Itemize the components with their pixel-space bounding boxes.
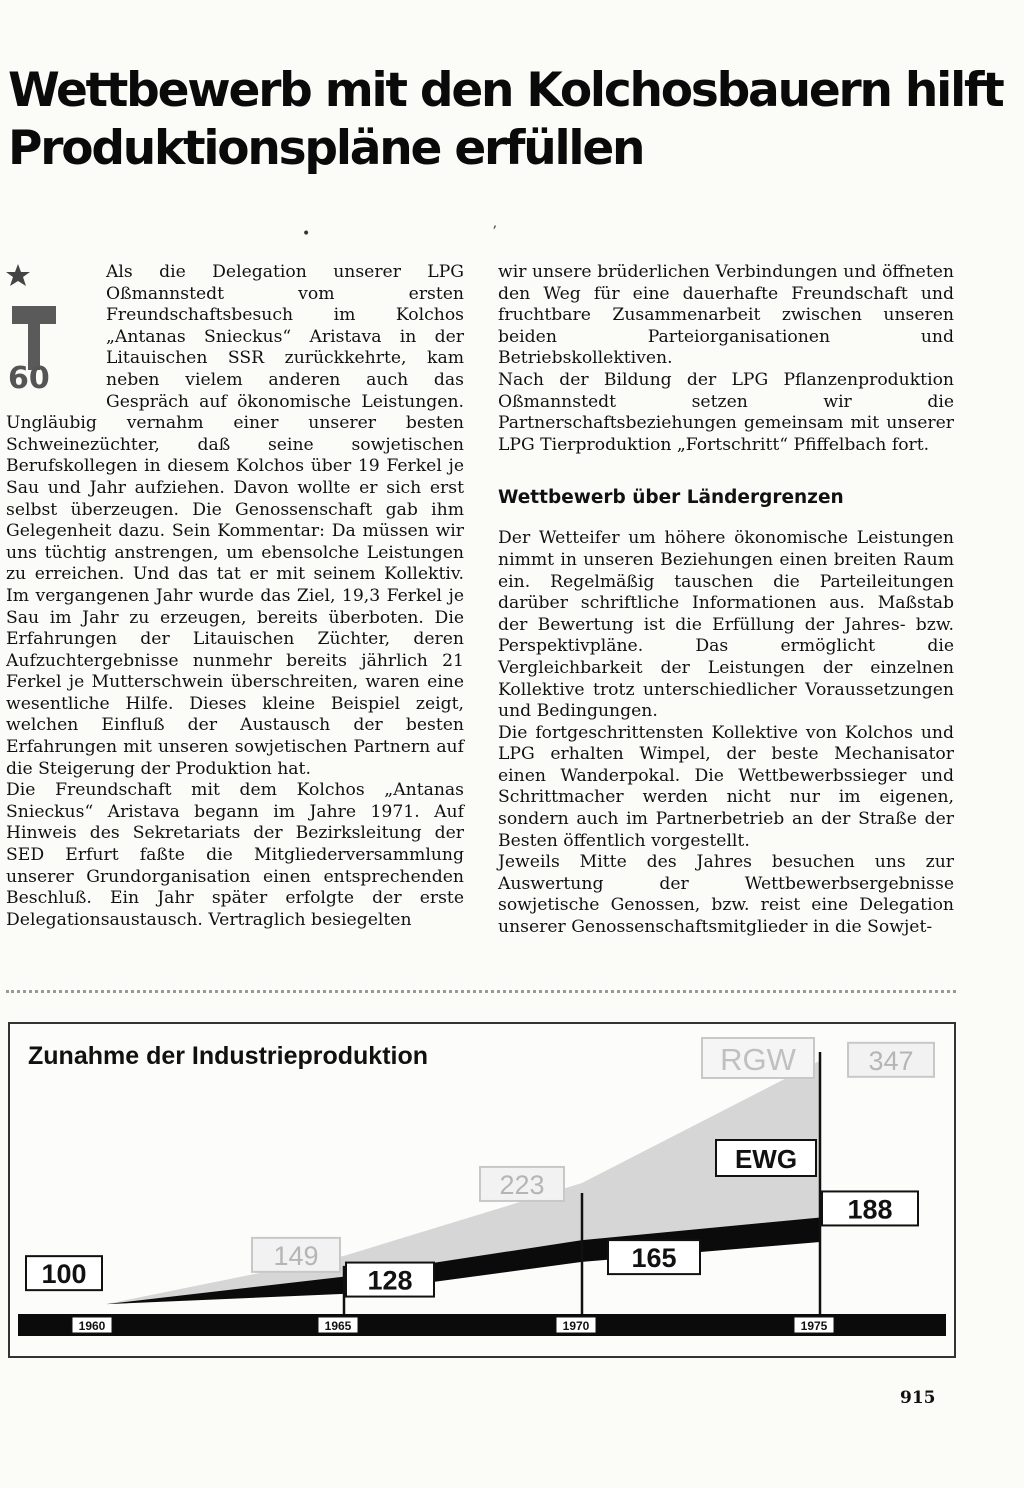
tick-label: 1965 (324, 1319, 352, 1333)
right-paragraph-2: Nach der Bildung der LPG Pflanzenproduktion Oßmannstedt setzen wir die Partnerschaftsbeziehungen gemeinsam mit unserer LPG Tierproduktion „Fortschritt“ Pfiffelbach fort. (498, 369, 954, 455)
tick-label: 1975 (800, 1319, 828, 1333)
emblem-number: 60 (8, 361, 50, 394)
left-paragraph-2: Die Freundschaft mit dem Kolchos „Antanas Snieckus“ Aristava begann im Jahre 1971. Auf Hinweis des Sekretariats der Bezirksleitung der SED Erfurt faßte die Mitgliederversammlung unserer Grundorganisation einen entsprechenden Beschluß. Ein Jahr später erfolgte der erste Delegationsaustausch. Vertraglich besiegelten (6, 780, 464, 930)
ewg-value-label: 100 (41, 1259, 87, 1290)
industrial-production-chart (8, 1022, 956, 1358)
right-column (498, 262, 954, 939)
rgw-value-label: 149 (273, 1240, 319, 1271)
divider (6, 990, 956, 993)
tick-label: 1960 (78, 1319, 106, 1333)
ewg-value-label: 188 (847, 1194, 893, 1225)
print-speck: • (302, 226, 311, 242)
print-speck: ʼ (492, 224, 497, 240)
ewg-series-label: EWG (734, 1144, 798, 1174)
rgw-value-label: 347 (868, 1045, 914, 1076)
right-paragraph-4: Die fortgeschrittensten Kollektive von Kolchos und LPG erhalten Wimpel, der beste Mechanisator einen Wanderpokal. Die Wettbewerbssieger und Schrittmacher werden nicht nur im eigenen, sondern auch im Partnerbetrieb an der Straße der Besten öffentlich vorgestellt. (498, 722, 954, 851)
headline: Wettbewerb mit den Kolchosbauern hilft Produktionspläne erfüllen (8, 63, 1003, 176)
rgw-series-label: RGW (720, 1042, 796, 1077)
section-subheading: Wettbewerb über Ländergrenzen (498, 487, 844, 509)
tick-label: 1970 (562, 1319, 590, 1333)
page-number: 915 (900, 1388, 936, 1408)
rgw-value-label: 223 (499, 1169, 545, 1200)
left-paragraph-1: Als die Delegation unserer LPG Oßmannstedt vom ersten Freundschaftsbesuch im Kolchos „Antanas Snieckus“ Aristava in der Litauischen SSR zurückkehrte, kam neben vielem anderen auch das Gespräch auf ökonomische Leistungen. Ungläubig vernahm einer unserer besten Schweinezüchter, daß seine sowjetischen Berufskollegen in diesem Kolchos über 19 Ferkel je Sau und Jahr aufziehen. Davon wollte er sich erst selbst überzeugen. Die Genossenschaft gab ihm Gelegenheit dazu. Sein Kommentar: Da müssen wir uns tüchtig anstrengen, um ebensolche Leistungen zu erreichen. Und das tat er mit seinem Kollektiv. Im vergangenen Jahr wurde das Ziel, 19,3 Ferkel je Sau im Jahr zu erzeugen, bereits überboten. Die Erfahrungen der Litauischen Züchter, deren Aufzuchtergebnisse nunmehr bereits jährlich 21 Ferkel je Mutterschwein überschreiten, waren eine wesentliche Hilfe. Dieses kleine Beispiel zeigt, welchen Einfluß der Austausch der besten Erfahrungen mit unseren sowjetischen Partnern auf die Steigerung der Produktion hat. (6, 262, 464, 779)
ewg-value-label: 128 (367, 1265, 413, 1296)
hammer-and-sickle-emblem-icon (4, 262, 100, 394)
right-paragraph-1: wir unsere brüderlichen Verbindungen und öffneten den Weg für eine dauerhafte Freundschaft und fruchtbare Zusammenarbeit zwischen unseren beiden Parteiorganisationen und Betriebskollektiven. (498, 262, 954, 369)
right-paragraph-5: Jeweils Mitte des Jahres besuchen uns zur Auswertung der Wettbewerbsergebnisse sowjetische Genossen, bzw. reist eine Delegation unserer Genossenschaftsmitglieder in die Sowjet- (498, 852, 954, 938)
chart-title: Zunahme der Industrieproduktion (28, 1042, 429, 1070)
ewg-value-label: 165 (631, 1243, 677, 1274)
left-column (6, 262, 464, 931)
right-paragraph-3: Der Wetteifer um höhere ökonomische Leistungen nimmt in unseren Beziehungen einen breiten Raum ein. Regelmäßig tauschen die Parteileitungen darüber schriftliche Informationen aus. Maßstab der Bewertung ist die Erfüllung der Jahres- bzw. Perspektivpläne. Das ermöglicht die Vergleichbarkeit der Leistungen der einzelnen Kollektive trotz unterschiedlicher Voraussetzungen und Bedingungen. (498, 528, 954, 722)
